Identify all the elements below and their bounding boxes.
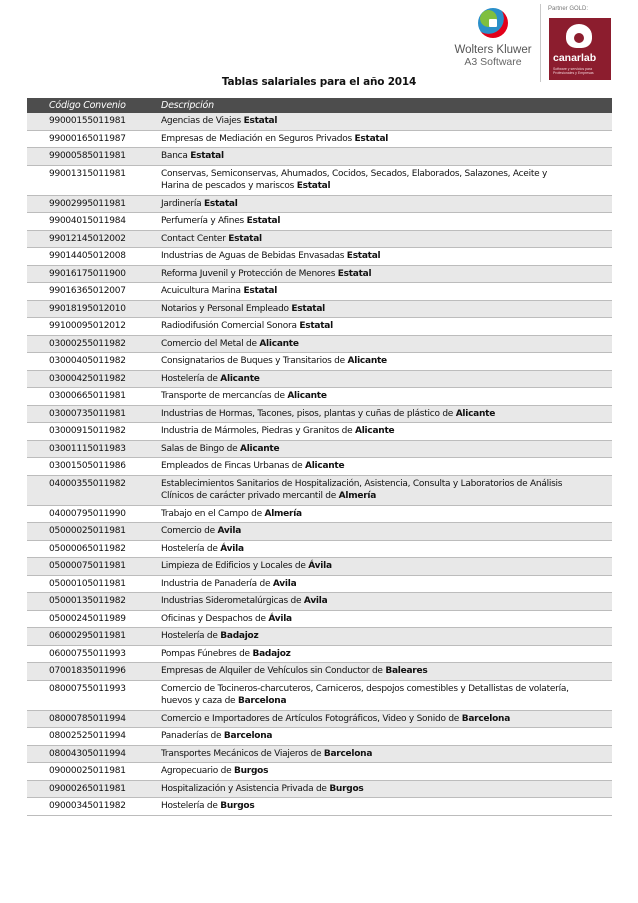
convenio-description <box>157 248 612 266</box>
province-name: Estatal <box>246 216 281 226</box>
table-row <box>27 780 612 798</box>
description-text: Empresas de Alquiler de Vehículos sin Conductor de <box>161 666 386 676</box>
convenio-code: 07001835011996 <box>27 663 157 681</box>
convenio-description <box>157 300 612 318</box>
convenio-code: 99000165011987 <box>27 130 157 148</box>
province-name: Ávila <box>220 543 244 554</box>
description-text: Industrias Siderometalúrgicas de <box>161 596 304 606</box>
convenio-code: 03000405011982 <box>27 353 157 371</box>
canarlab-emblem-icon <box>566 24 592 48</box>
description-text: Oficinas y Despachos de <box>161 613 269 624</box>
convenio-code: 99002995011981 <box>27 195 157 213</box>
province-name: Avila <box>217 526 242 536</box>
province-name: Estatal <box>346 251 381 261</box>
table-row <box>27 248 612 266</box>
description-text: Hostelería de <box>161 373 221 384</box>
province-name: Baleares <box>385 666 428 676</box>
province-name: Estatal <box>190 151 224 161</box>
table-row <box>27 113 612 130</box>
table-row <box>27 663 612 681</box>
table-row <box>27 195 612 213</box>
province-name: Alicante <box>304 461 345 471</box>
table-row <box>27 628 612 646</box>
table-row <box>27 710 612 728</box>
province-name: Avila <box>272 578 297 589</box>
province-name: Badajoz <box>220 631 259 641</box>
province-name: Almería <box>338 491 377 501</box>
convenio-code: 04000355011982 <box>27 475 157 505</box>
province-name: Barcelona <box>323 748 373 759</box>
wolters-kluwer-emblem-icon <box>478 8 508 38</box>
table-row <box>27 745 612 763</box>
convenio-description <box>157 798 612 816</box>
convenio-code: 05000065011982 <box>27 540 157 558</box>
convenio-code: 08000755011993 <box>27 680 157 710</box>
convenio-description <box>157 423 612 441</box>
convenio-code: 99018195012010 <box>27 300 157 318</box>
convenio-code: 08000785011994 <box>27 710 157 728</box>
convenio-code: 03000915011982 <box>27 423 157 441</box>
table-row <box>27 475 612 505</box>
convenio-description <box>157 610 612 628</box>
convenio-description <box>157 148 612 166</box>
table-row <box>27 283 612 301</box>
convenio-description <box>157 710 612 728</box>
description-text: Industria de Mármoles, Piedras y Granitos de <box>161 426 355 436</box>
convenio-description <box>157 283 612 301</box>
convenio-description <box>157 335 612 353</box>
convenio-description <box>157 440 612 458</box>
description-text: Establecimientos Sanitarios de Hospitalización, Asistencia, Consulta y Laboratorios de Análisis Clínicos de carácter privado mercantil de <box>161 478 563 501</box>
convenio-description <box>157 475 612 505</box>
province-name: Almería <box>264 508 302 519</box>
convenio-code: 09000265011981 <box>27 780 157 798</box>
table-row <box>27 265 612 283</box>
table-row <box>27 558 612 576</box>
convenio-description <box>157 593 612 611</box>
convenio-code: 09000345011982 <box>27 798 157 816</box>
province-name: Badajoz <box>252 648 291 659</box>
convenio-description <box>157 540 612 558</box>
province-name: Burgos <box>329 783 364 794</box>
convenio-description <box>157 523 612 541</box>
convenio-code: 03000255011982 <box>27 335 157 353</box>
convenio-description <box>157 458 612 476</box>
convenio-code: 06000295011981 <box>27 628 157 646</box>
table-header-row <box>27 98 612 113</box>
province-name: Ávila <box>308 561 332 571</box>
convenio-description <box>157 130 612 148</box>
a3-software-name: A3 Software <box>464 56 522 68</box>
description-text: Hostelería de <box>161 631 221 641</box>
convenio-code: 99014405012008 <box>27 248 157 266</box>
table-row <box>27 610 612 628</box>
convenio-code: 99004015011984 <box>27 213 157 231</box>
description-text: Consignatarios de Buques y Transitarios de <box>161 356 348 366</box>
convenio-code: 03001115011983 <box>27 440 157 458</box>
convenio-description <box>157 728 612 746</box>
description-text: Radiodifusión Comercial Sonora <box>161 321 300 331</box>
convenio-code: 05000105011981 <box>27 575 157 593</box>
description-text: Empresas de Mediación en Seguros Privados <box>161 133 355 144</box>
description-text: Pompas Fúnebres de <box>161 648 253 659</box>
province-name: Alicante <box>347 356 387 366</box>
description-text: Transportes Mecánicos de Viajeros de <box>161 748 324 759</box>
convenio-code: 99016175011900 <box>27 265 157 283</box>
province-name: Estatal <box>296 181 331 191</box>
description-text: Comercio de Tocineros-charcuteros, Carniceros, despojos comestibles y Detallistas de volatería, huevos y caza de <box>161 683 569 706</box>
convenio-code: 99000585011981 <box>27 148 157 166</box>
page-title: Tablas salariales para el año 2014 <box>221 76 417 88</box>
description-text: Perfumería y Afines <box>161 216 247 226</box>
convenio-description <box>157 230 612 248</box>
logo-divider <box>540 4 541 82</box>
convenio-code: 99001315011981 <box>27 165 157 195</box>
description-text: Contact Center <box>161 233 229 244</box>
convenio-description <box>157 575 612 593</box>
table-row <box>27 300 612 318</box>
convenio-code: 08002525011994 <box>27 728 157 746</box>
description-text: Banca <box>161 151 191 161</box>
table-row <box>27 458 612 476</box>
province-name: Burgos <box>220 801 255 811</box>
convenio-description <box>157 680 612 710</box>
province-name: Alicante <box>239 443 280 454</box>
convenio-code: 09000025011981 <box>27 763 157 781</box>
convenio-code: 99016365012007 <box>27 283 157 301</box>
table-body <box>27 113 612 815</box>
convenio-description <box>157 628 612 646</box>
convenio-description <box>157 780 612 798</box>
convenio-description <box>157 318 612 336</box>
convenio-description <box>157 265 612 283</box>
table-row <box>27 680 612 710</box>
description-text: Industrias de Aguas de Bebidas Envasadas <box>161 251 347 261</box>
convenio-description <box>157 505 612 523</box>
description-text: Limpieza de Edificios y Locales de <box>161 561 309 571</box>
description-text: Agropecuario de <box>161 766 234 776</box>
convenio-description <box>157 405 612 423</box>
province-name: Estatal <box>291 303 325 314</box>
province-name: Estatal <box>243 116 278 126</box>
table-row <box>27 148 612 166</box>
canarlab-name: canarlab <box>553 52 597 64</box>
wolters-kluwer-name: Wolters Kluwer <box>454 44 532 56</box>
table-row <box>27 505 612 523</box>
province-name: Avila <box>303 596 328 606</box>
canarlab-logo <box>549 18 611 80</box>
province-name: Barcelona <box>223 731 273 741</box>
description-text: Comercio e Importadores de Artículos Fotográficos, Video y Sonido de <box>161 713 462 724</box>
salary-table <box>27 98 612 816</box>
description-text: Agencias de Viajes <box>161 116 244 126</box>
convenio-code: 05000075011981 <box>27 558 157 576</box>
province-name: Alicante <box>355 426 395 436</box>
province-name: Barcelona <box>461 713 511 724</box>
partner-label: Partner GOLD: <box>548 6 589 12</box>
convenio-code: 06000755011993 <box>27 645 157 663</box>
description-text: Transporte de mercancías de <box>161 391 288 401</box>
wolters-kluwer-logo <box>452 8 534 68</box>
table-row <box>27 440 612 458</box>
convenio-description <box>157 213 612 231</box>
province-name: Estatal <box>299 321 333 331</box>
convenio-code: 03000425011982 <box>27 370 157 388</box>
convenio-description <box>157 763 612 781</box>
table-row <box>27 798 612 816</box>
table-row <box>27 575 612 593</box>
convenio-description <box>157 663 612 681</box>
table-row <box>27 423 612 441</box>
convenio-description <box>157 353 612 371</box>
province-name: Alicante <box>455 408 496 419</box>
description-text: Hostelería de <box>161 801 221 811</box>
convenio-code: 03001505011986 <box>27 458 157 476</box>
description-text: Panaderías de <box>161 731 224 741</box>
canarlab-tagline: Software y servicios para Profesionales y Empresas <box>553 67 594 75</box>
table-row <box>27 728 612 746</box>
convenio-code: 99012145012002 <box>27 230 157 248</box>
description-text: Hospitalización y Asistencia Privada de <box>161 783 330 794</box>
province-name: Alicante <box>287 391 327 401</box>
convenio-code: 99000155011981 <box>27 113 157 130</box>
convenio-description <box>157 165 612 195</box>
province-name: Alicante <box>259 338 299 349</box>
table-row <box>27 593 612 611</box>
convenio-description <box>157 370 612 388</box>
description-text: Hostelería de <box>161 543 221 554</box>
table-row <box>27 230 612 248</box>
convenio-description <box>157 113 612 130</box>
description-text: Industria de Panadería de <box>161 578 273 589</box>
convenio-description <box>157 388 612 406</box>
convenio-description <box>157 645 612 663</box>
table-row <box>27 540 612 558</box>
table-row <box>27 165 612 195</box>
description-text: Comercio del Metal de <box>161 338 260 349</box>
description-text: Acuicultura Marina <box>161 286 244 296</box>
province-name: Estatal <box>243 286 278 296</box>
convenio-code: 05000245011989 <box>27 610 157 628</box>
province-name: Ávila <box>268 613 292 624</box>
province-name: Estatal <box>337 268 372 279</box>
convenio-code: 05000135011982 <box>27 593 157 611</box>
province-name: Burgos <box>233 766 269 776</box>
convenio-description <box>157 745 612 763</box>
table-row <box>27 523 612 541</box>
description-text: Jardinería <box>161 198 204 209</box>
description-text: Empleados de Fincas Urbanas de <box>161 461 305 471</box>
convenio-code: 04000795011990 <box>27 505 157 523</box>
table-row <box>27 763 612 781</box>
province-name: Estatal <box>354 133 389 144</box>
convenio-description <box>157 558 612 576</box>
province-name: Alicante <box>220 373 260 384</box>
table-row <box>27 318 612 336</box>
table-row <box>27 130 612 148</box>
table-row <box>27 213 612 231</box>
convenio-code: 08004305011994 <box>27 745 157 763</box>
description-text: Trabajo en el Campo de <box>161 508 265 519</box>
table-row <box>27 645 612 663</box>
convenio-code: 05000025011981 <box>27 523 157 541</box>
convenio-description <box>157 195 612 213</box>
description-text: Reforma Juvenil y Protección de Menores <box>161 268 338 279</box>
description-text: Industrias de Hormas, Tacones, pisos, plantas y cuñas de plástico de <box>161 408 456 419</box>
description-text: Notarios y Personal Empleado <box>161 303 292 314</box>
table-row <box>27 353 612 371</box>
column-header-code: Código Convenio <box>27 98 157 113</box>
convenio-code: 03000735011981 <box>27 405 157 423</box>
table-row <box>27 405 612 423</box>
table-row <box>27 388 612 406</box>
column-header-description: Descripción <box>157 98 612 113</box>
convenio-code: 99100095012012 <box>27 318 157 336</box>
table-row <box>27 335 612 353</box>
province-name: Estatal <box>228 233 262 244</box>
description-text: Salas de Bingo de <box>161 443 240 454</box>
table-row <box>27 370 612 388</box>
description-text: Conservas, Semiconservas, Ahumados, Cocidos, Secados, Elaborados, Salazones, Aceite y Harina de pescados y mariscos <box>161 168 548 191</box>
province-name: Estatal <box>204 198 238 209</box>
description-text: Comercio de <box>161 526 218 536</box>
province-name: Barcelona <box>237 696 287 706</box>
convenio-code: 03000665011981 <box>27 388 157 406</box>
